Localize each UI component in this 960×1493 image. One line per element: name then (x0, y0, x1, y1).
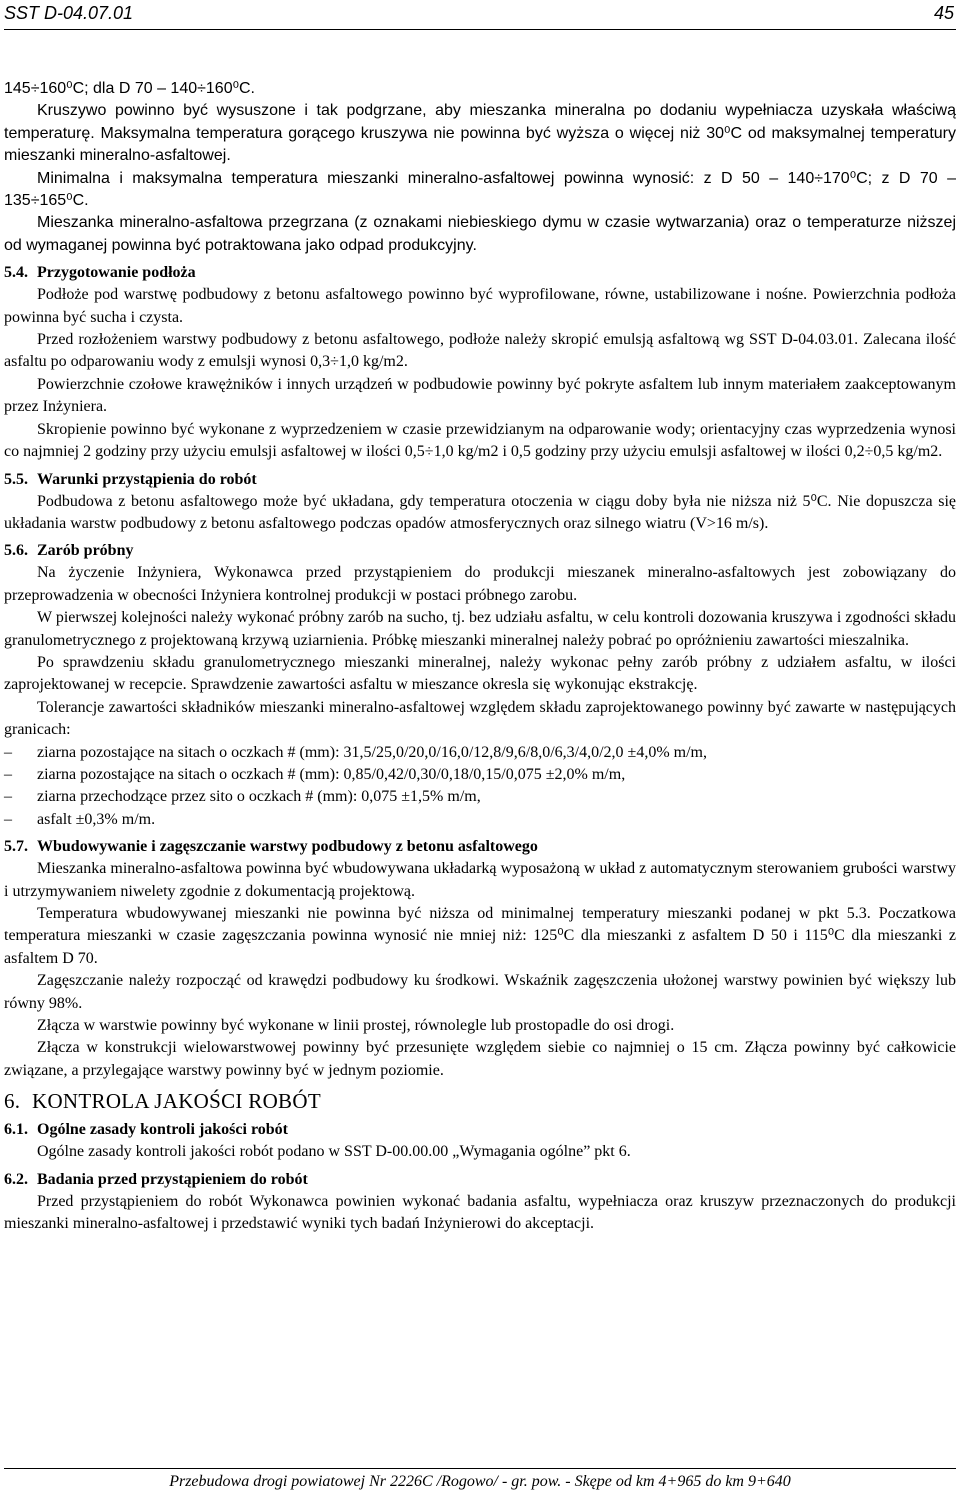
paragraph: Po sprawdzeniu składu granulometrycznego mieszanki mineralnej, należy wykonac pełny zarób próbny z udziałem asfaltu, w ilości zaprojektowanej w recepcie. Sprawdzenie zawartości asfaltu w mieszance okresla się wykonując ekstrakcję. (4, 653, 956, 694)
paragraph: Przed rozłożeniem warstwy podbudowy z betonu asfaltowego, podłoże należy skropić emulsją asfaltową wg SST D-04.03.01. Zalecana ilość asfaltu po odparowaniu wody z emulsji wynosi 0,3÷1,0 kg/m2. (4, 331, 956, 371)
list-item: – ziarna pozostające na sitach o oczkach # (mm): 0,85/0,42/0,30/0,18/0,15/0,075 ±2,0% m/m, (4, 764, 956, 786)
paragraph: Tolerancje zawartości składników mieszanki mineralno-asfaltowej względem składu zaprojektowanego powinny być zawarte w następujących granicach: (4, 698, 956, 739)
paragraph: Złącza w warstwie powinny być wykonane w linii prostej, równolegle lub prostopadle do osi drogi. (37, 1017, 675, 1035)
section-title: Badania przed przystąpieniem do robót (37, 1170, 308, 1188)
section-heading-6-1 (4, 1119, 956, 1141)
page-number: 45 (933, 3, 954, 23)
intro-line: 145÷160⁰C; dla D 70 – 140÷160⁰C. (4, 80, 255, 97)
chapter-number: 6. (4, 1089, 21, 1114)
section-number: 5.7. (4, 838, 28, 856)
paragraph: Podłoże pod warstwę podbudowy z betonu asfaltowego powinno być wyprofilowane, równe, ustabilizowane i nośne. Powierzchnia podłoża powinna być sucha i czysta. (4, 286, 956, 326)
section-number: 6.2. (4, 1170, 28, 1188)
page-footer: Przebudowa drogi powiatowej Nr 2226C /Rogowo/ - gr. pow. - Skępe od km 4+965 do km 9+640 (4, 1468, 956, 1491)
paragraph: W pierwszej kolejności należy wykonać próbny zarób na sucho, tj. bez udziału asfaltu, w celu kontroli dozowania kruszywa i zgodności składu granulometrycznego z projektowaną krzywą uziarnienia. Próbkę mieszanki mineralnej należy pobrać po opróżnieniu zawartości mieszalnika. (4, 609, 956, 649)
paragraph: Temperatura wbudowywanej mieszanki nie powinna być niższa od minimalnej temperatury mieszanki podanej w pkt 5.3. Poczatkowa temperatura mieszanki w czasie zagęszczania powinna wynosić nie mniej niż: 125⁰C dla mieszanki z asfaltem D 50 i 115⁰C dla mieszanki z asfaltem D 70. (4, 905, 956, 967)
paragraph: Mieszanka mineralno-asfaltowa powinna być wbudowywana układarką wyposażoną w układ z automatycznym sterowaniem grubości warstwy i utrzymywaniem niwelety zgodnie z dokumentacją projektową. (4, 860, 956, 900)
paragraph: Przed przystąpieniem do robót Wykonawca powinien wykonać badania asfaltu, wypełniacza oraz kruszyw przeznaczonych do produkcji mieszanki mineralno-asfaltowej i przedstawić wyniki tych badań Inżynierowi do akceptacji. (4, 1192, 956, 1233)
section-title: Zarób próbny (37, 542, 134, 560)
section-number: 5.5. (4, 470, 28, 488)
list-item: – ziarna przechodzące przez sito o oczkach # (mm): 0,075 ±1,5% m/m, (4, 786, 956, 808)
section-title: Ogólne zasady kontroli jakości robót (37, 1121, 288, 1139)
paragraph: Złącza w konstrukcji wielowarstwowej powinny być przesunięte względem siebie co najmniej o 15 cm. Złącza powinny być całkowicie związane, a przylegające warstwy powinny być w jednym poziomie. (4, 1039, 956, 1079)
section-heading-5-7 (4, 836, 956, 858)
section-heading-5-6 (4, 540, 956, 562)
list-item: – ziarna pozostające na sitach o oczkach # (mm): 31,5/25,0/20,0/16,0/12,8/9,6/8,0/6,3/4,0/2,0 ±4,0% m/m, (4, 742, 956, 764)
document-body (4, 78, 956, 1235)
section-title: Wbudowywanie i zagęszczanie warstwy podbudowy z betonu asfaltowego (37, 838, 538, 856)
section-title: Przygotowanie podłoża (37, 264, 196, 282)
paragraph: Podbudowa z betonu asfaltowego może być układana, gdy temperatura otoczenia w ciągu doby była nie niższa niż 5⁰C. Nie dopuszcza się układania warstw podbudowy z betonu asfaltowego podczas opadów atmosferycznych oraz silnego wiatru (V>16 m/s). (4, 492, 956, 532)
tolerance-list (4, 742, 956, 832)
intro-paragraph: Kruszywo powinno być wysuszone i tak podgrzane, aby mieszanka mineralna po dodaniu wypełniacza uzyskała właściwą temperaturę. Maksymalna temperatura gorącego kruszywa nie powinna być wyższa o więcej niż 30⁰C od maksymalnej temperatury mieszanki mineralno-asfaltowej. (4, 102, 956, 165)
section-number: 5.4. (4, 264, 28, 282)
page-header (4, 3, 956, 30)
paragraph: Ogólne zasady kontroli jakości robót podano w SST D-00.00.00 „Wymagania ogólne” pkt 6. (37, 1143, 631, 1161)
section-heading-6-2 (4, 1169, 956, 1191)
section-title: Warunki przystąpienia do robót (37, 470, 257, 488)
doc-code: SST D-04.07.01 (4, 3, 134, 23)
paragraph: Na życzenie Inżyniera, Wykonawca przed przystąpieniem do produkcji mieszanek mineralno-asfaltowych jest zobowiązany do przeprowadzenia w obecności Inżyniera kontrolnej produkcji w postaci próbnego zarobu. (4, 564, 956, 604)
paragraph: Skropienie powinno być wykonane z wyprzedzeniem w czasie przewidzianym na odparowanie wody; orientacyjny czas wyprzedzenia wynosi co najmniej 2 godziny przy użyciu emulsji asfaltowej w ilości 0,5÷1,0 kg/m2 i 0,5 godziny przy użyciu emulsji asfaltowej w ilości 0,2÷0,5 kg/m2. (4, 420, 956, 461)
section-number: 6.1. (4, 1121, 28, 1139)
chapter-title: KONTROLA JAKOŚCI ROBÓT (32, 1089, 321, 1114)
list-item: – asfalt ±0,3% m/m. (4, 809, 956, 831)
intro-paragraph: Minimalna i maksymalna temperatura mieszanki mineralno-asfaltowej powinna wynosić: z D 50 – 140÷170⁰C; z D 70 – 135÷165⁰C. (4, 169, 956, 210)
chapter-heading-6 (4, 1088, 956, 1114)
paragraph: Zagęszczanie należy rozpocząć od krawędzi podbudowy ku środkowi. Wskaźnik zagęszczenia ułożonej warstwy powinien być większy lub równy 98%. (4, 972, 956, 1012)
section-heading-5-4 (4, 262, 956, 284)
intro-paragraph: Mieszanka mineralno-asfaltowa przegrzana (z oznakami niebieskiego dymu w czasie wytwarzania) oraz o temperaturze niższej od wymaganej powinna być potraktowana jako odpad produkcyjny. (4, 214, 956, 254)
paragraph: Powierzchnie czołowe krawężników i innych urządzeń w podbudowie powinny być pokryte asfaltem lub innym materiałem zaakceptowanym przez Inżyniera. (4, 375, 956, 416)
section-number: 5.6. (4, 542, 28, 560)
section-heading-5-5 (4, 469, 956, 491)
